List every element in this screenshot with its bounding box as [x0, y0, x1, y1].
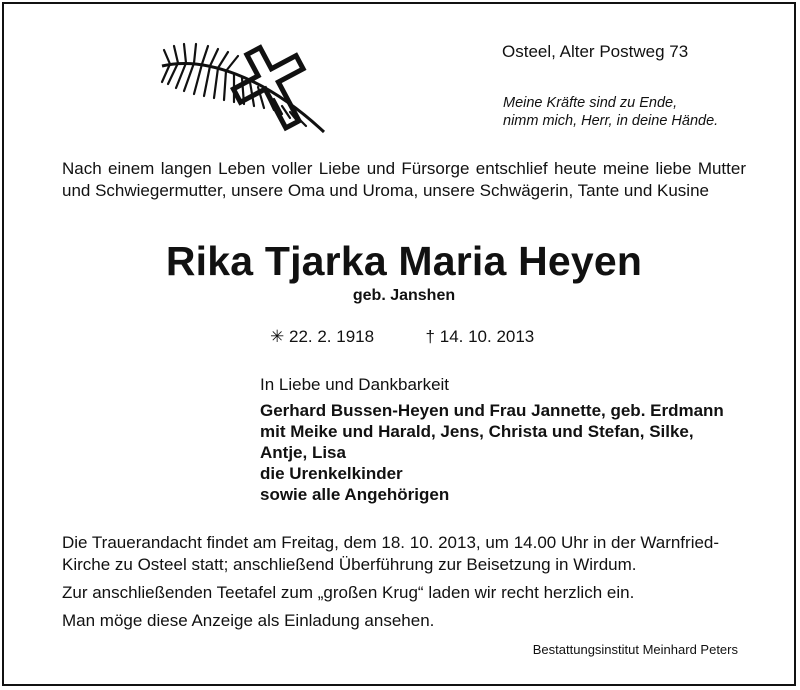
intro-text: Nach einem langen Leben voller Liebe und Fürsorge entschlief heute meine liebe Mutter und Schwiegermutter, unsere Oma und Uroma, unsere Schwägerin, Tante und Kusine	[62, 159, 746, 200]
deceased-name: Rika Tjarka Maria Heyen	[165, 238, 643, 284]
mourner-line: mit Meike und Harald, Jens, Christa und Stefan, Silke,	[260, 422, 694, 441]
service-paragraph: Man möge diese Anzeige als Einladung ansehen.	[62, 611, 435, 630]
birth-symbol: ✳	[270, 327, 285, 346]
cross-with-palm-frond-icon	[154, 36, 334, 136]
obituary-notice	[2, 2, 796, 686]
verse-line: nimm mich, Herr, in deine Hände.	[503, 113, 719, 129]
mourner-line: Gerhard Bussen-Heyen und Frau Jannette, geb. Erdmann	[260, 401, 724, 420]
service-info	[62, 532, 752, 638]
maiden-name: geb. Janshen	[352, 287, 456, 304]
life-dates	[270, 327, 534, 347]
mourner-line: Antje, Lisa	[260, 443, 346, 462]
funeral-home: Bestattungsinstitut Meinhard Peters	[532, 642, 738, 657]
mourner-line: sowie alle Angehörigen	[260, 485, 450, 504]
service-paragraph: Zur anschließenden Teetafel zum „großen Krug“ laden wir recht herzlich ein.	[62, 583, 635, 602]
verse	[503, 94, 718, 130]
death-date: 14. 10. 2013	[439, 327, 535, 346]
death-symbol: †	[425, 327, 435, 346]
mourners-list	[260, 400, 724, 505]
mourners-intro: In Liebe und Dankbarkeit	[260, 375, 450, 394]
birth-date: 22. 2. 1918	[288, 327, 375, 346]
mourner-line: die Urenkelkinder	[260, 464, 403, 483]
verse-line: Meine Kräfte sind zu Ende,	[503, 95, 678, 111]
service-paragraph: Die Trauerandacht findet am Freitag, dem 18. 10. 2013, um 14.00 Uhr in der Warnfried-Kirche zu Osteel statt; anschließend Überführung zur Beisetzung in Wirdum.	[62, 533, 720, 574]
address: Osteel, Alter Postweg 73	[502, 42, 689, 61]
